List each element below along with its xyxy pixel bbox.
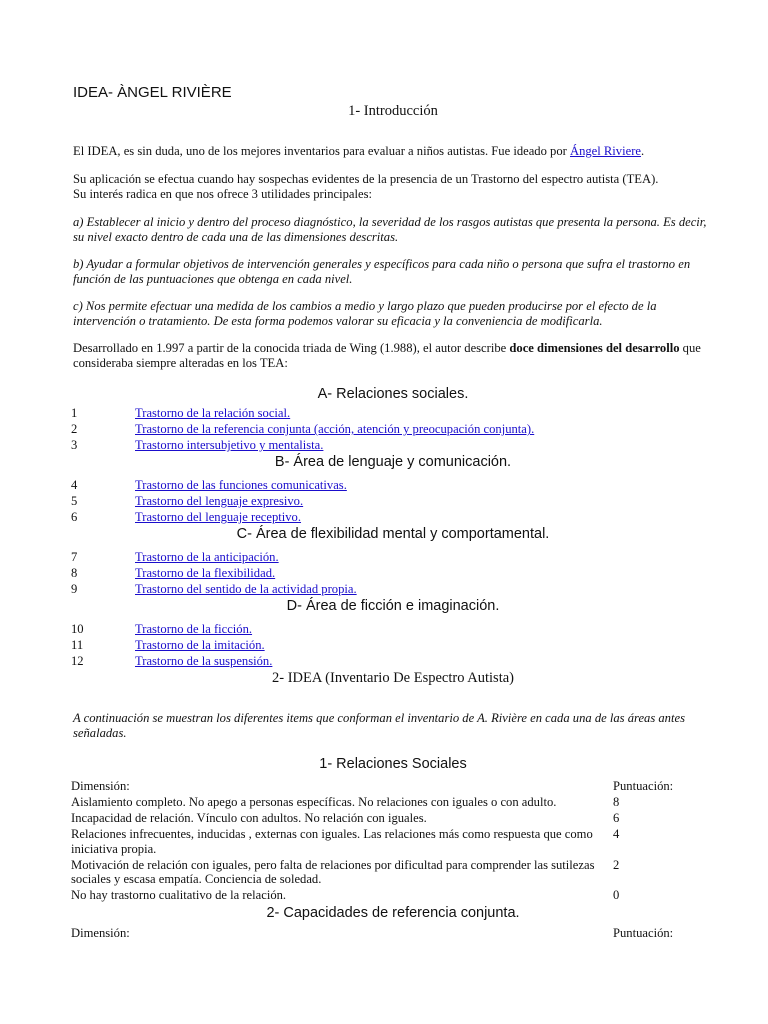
item-link[interactable]: Trastorno de las funciones comunicativas. [135, 478, 347, 492]
area-heading-a: A- Relaciones sociales. [317, 386, 469, 402]
area-list-c [73, 549, 713, 597]
item-number: 6 [71, 510, 78, 524]
item-link[interactable]: Trastorno de la suspensión. [135, 654, 273, 668]
col-dimension-header: Dimensión: [71, 926, 130, 940]
item-number: 8 [71, 566, 78, 580]
list-item [73, 493, 713, 509]
score-cell: 4 [613, 827, 620, 841]
item-link[interactable]: Trastorno del lenguaje expresivo. [135, 494, 304, 508]
item-number: 3 [71, 438, 78, 452]
table-header-row [71, 779, 677, 795]
col-score-header: Puntuación: [613, 926, 674, 940]
list-item [73, 421, 713, 437]
idea-heading: 2- IDEA (Inventario De Espectro Autista) [272, 670, 514, 686]
document-page [73, 84, 713, 942]
item-number: 12 [71, 654, 84, 668]
item-link[interactable]: Trastorno de la flexibilidad. [135, 566, 276, 580]
table-row [71, 811, 677, 827]
list-item [73, 509, 713, 525]
score-cell: 0 [613, 888, 620, 902]
dimension-cell: Incapacidad de relación. Vínculo con adultos. No relación con iguales. [71, 811, 427, 825]
intro-paragraph-1 [73, 144, 713, 159]
score-cell: 8 [613, 795, 620, 809]
item-link[interactable]: Trastorno intersubjetivo y mentalista. [135, 438, 324, 452]
utility-b: b) Ayudar a formular objetivos de intervención generales y específicos para cada niño o persona que sufra el trastorno en función de las puntuaciones que obtenga en cada nivel. [73, 257, 691, 286]
item-number: 2 [71, 422, 78, 436]
intro-paragraph-6 [73, 341, 713, 371]
intro-p2-line2: Su interés radica en que nos ofrece 3 utilidades principales: [73, 187, 372, 201]
intro-paragraph-2 [73, 172, 713, 202]
table-row [71, 827, 677, 858]
item-link[interactable]: Trastorno de la referencia conjunta (acción, atención y preocupación conjunta). [135, 422, 535, 436]
list-item [73, 405, 713, 421]
relaciones-sociales-table [71, 779, 677, 904]
area-heading-d: D- Área de ficción e imaginación. [286, 598, 500, 614]
list-item [73, 437, 713, 453]
intro-heading: 1- Introducción [348, 103, 438, 119]
table-row [71, 858, 677, 889]
dimension-cell: Relaciones infrecuentes, inducidas , externas con iguales. Las relaciones más como respuesta que como iniciativa propia. [71, 827, 593, 856]
area-heading-b: B- Área de lenguaje y comunicación. [274, 454, 512, 470]
score-cell: 2 [613, 857, 620, 872]
item-link[interactable]: Trastorno del sentido de la actividad propia. [135, 582, 357, 596]
item-number: 7 [71, 550, 78, 564]
list-item [73, 637, 713, 653]
item-number: 10 [71, 622, 84, 636]
item-number: 11 [71, 638, 84, 652]
table-header-row [71, 926, 677, 942]
item-link[interactable]: Trastorno de la imitación. [135, 638, 265, 652]
item-number: 9 [71, 582, 78, 596]
dimension-cell: Motivación de relación con iguales, pero falta de relaciones por dificultad para comprender las sutilezas sociales y escasa empatía. Conciencia de soledad. [71, 857, 595, 886]
item-link[interactable]: Trastorno de la ficción. [135, 622, 253, 636]
list-item [73, 477, 713, 493]
idea-intro: A continuación se muestran los diferentes items que conforman el inventario de A. Rivière en cada una de las áreas antes señaladas. [73, 711, 685, 740]
intro-p6-bold: doce dimensiones del desarrollo [509, 341, 680, 355]
col-score-header: Puntuación: [613, 779, 674, 793]
list-item [73, 565, 713, 581]
area-heading-c: C- Área de flexibilidad mental y comportamental. [236, 526, 550, 542]
table1-heading: 1- Relaciones Sociales [319, 756, 467, 772]
intro-p2-line1: Su aplicación se efectua cuando hay sospechas evidentes de la presencia de un Trastorno del espectro autista (TEA). [73, 172, 659, 186]
utility-a: a) Establecer al inicio y dentro del proceso diagnóstico, la severidad de los rasgos autistas que presenta la persona. Es decir, su nivel exacto dentro de cada una de las dimensiones descritas. [73, 215, 707, 244]
table-row [71, 795, 677, 811]
intro-p6-start: Desarrollado en 1.997 a partir de la conocida triada de Wing (1.988), el autor describe [73, 341, 510, 355]
area-list-a [73, 405, 713, 453]
item-link[interactable]: Trastorno de la relación social. [135, 406, 291, 420]
list-item [73, 581, 713, 597]
document-title: IDEA- ÀNGEL RIVIÈRE [73, 84, 232, 101]
referencia-conjunta-table [71, 926, 677, 942]
author-link[interactable]: Ángel Riviere [569, 144, 641, 158]
table-row [71, 888, 677, 904]
table2-heading: 2- Capacidades de referencia conjunta. [266, 905, 520, 921]
item-number: 1 [71, 406, 78, 420]
intro-p1-text: El IDEA, es sin duda, uno de los mejores inventarios para evaluar a niños autistas. Fue ideado por [73, 144, 570, 158]
intro-p6-end: que consideraba siempre alteradas en los TEA: [73, 341, 701, 370]
score-cell: 6 [613, 811, 620, 825]
intro-p1-end: . [640, 144, 645, 158]
item-number: 5 [71, 494, 78, 508]
item-number: 4 [71, 478, 78, 492]
dimension-cell: No hay trastorno cualitativo de la relación. [71, 888, 287, 902]
list-item [73, 549, 713, 565]
area-list-d [73, 621, 713, 669]
item-link[interactable]: Trastorno de la anticipación. [135, 550, 279, 564]
area-list-b [73, 477, 713, 525]
list-item [73, 653, 713, 669]
dimension-cell: Aislamiento completo. No apego a personas específicas. No relaciones con iguales o con adulto. [71, 795, 557, 809]
col-dimension-header: Dimensión: [71, 779, 130, 793]
list-item [73, 621, 713, 637]
utility-c: c) Nos permite efectuar una medida de los cambios a medio y largo plazo que pueden producirse por el efecto de la intervención o tratamiento. De esta forma podemos valorar su eficacia y la conveniencia de modificarla. [73, 299, 657, 328]
item-link[interactable]: Trastorno del lenguaje receptivo. [135, 510, 302, 524]
